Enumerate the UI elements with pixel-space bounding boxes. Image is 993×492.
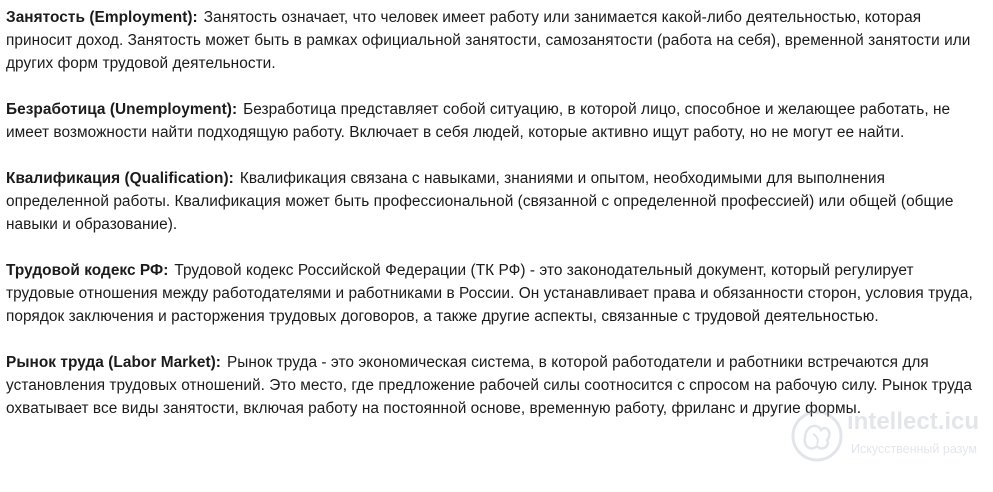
definition-unemployment	[6, 98, 981, 144]
watermark-brand: intellect.icu	[847, 408, 980, 435]
term-label: Квалификация (Qualification):	[6, 170, 234, 187]
definition-text: Рынок труда - это экономическая система, в которой работодатели и работники встречаются для установления трудовых отношений. Это место, где предложение рабочей силы соотносится с спросом на рабочую силу. Рынок труда охватывает все виды занятости, включая работу на постоянной основе, временную работу, фриланс и другие формы.	[6, 354, 972, 417]
term-label: Занятость (Employment):	[6, 9, 198, 26]
definition-text: Квалификация связана с навыками, знаниями и опытом, необходимыми для выполнения определенной работы. Квалификация может быть профессиональной (связанной с определенной профессией) или общей (общие навыки и образование).	[6, 170, 954, 233]
watermark-tagline: Искусственный разум	[851, 442, 977, 456]
definition-text: Занятость означает, что человек имеет работу или занимается какой-либо деятельностью, которая приносит доход. Занятость может быть в рамках официальной занятости, самозанятости (работа на себя), временной занятости или других форм трудовой деятельности.	[6, 9, 971, 72]
definition-employment	[6, 6, 981, 75]
definition-text: Безработица представляет собой ситуацию, в которой лицо, способное и желающее работать, не имеет возможности найти подходящую работу. Включает в себя людей, которые активно ищут работу, но не могут ее найти.	[6, 101, 951, 141]
definition-labor-code	[6, 259, 981, 328]
definition-qualification	[6, 167, 981, 236]
term-label: Безработица (Unemployment):	[6, 101, 238, 118]
definition-labor-market	[6, 351, 981, 420]
document-body	[6, 6, 981, 420]
term-label: Рынок труда (Labor Market):	[6, 354, 221, 371]
definition-text: Трудовой кодекс Российской Федерации (ТК РФ) - это законодательный документ, который регулирует трудовые отношения между работодателями и работниками в России. Он устанавливает права и обязанности сторон, условия труда, порядок заключения и расторжения трудовых договоров, а также другие аспекты, связанные с трудовой деятельностью.	[6, 262, 973, 325]
term-label: Трудовой кодекс РФ:	[6, 262, 169, 279]
